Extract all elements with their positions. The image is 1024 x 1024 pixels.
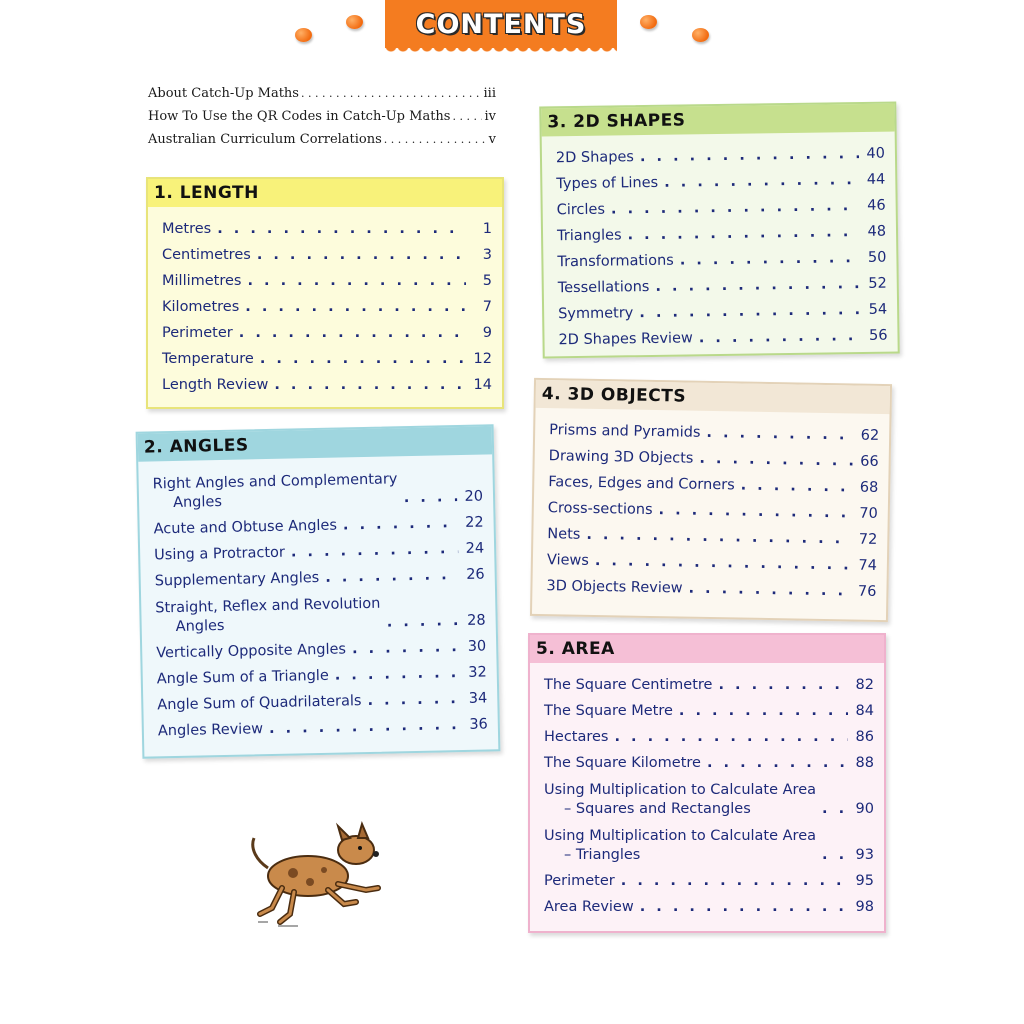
entry-title: Nets <box>547 526 581 543</box>
entry-title-line1: Using Multiplication to Calculate Area <box>544 828 817 844</box>
section-heading: 4. 3D OBJECTS <box>536 380 890 414</box>
toc-entry[interactable] <box>544 669 874 695</box>
toc-entry[interactable] <box>544 891 874 917</box>
section-entries <box>530 663 884 923</box>
intro-item-title: Australian Curriculum Correlations <box>148 132 382 147</box>
dot-leader <box>352 638 461 659</box>
dot-leader <box>269 716 462 739</box>
toc-entry[interactable] <box>558 268 887 299</box>
entry-title-line2: – Triangles <box>564 847 641 863</box>
entry-title: Length Review <box>162 377 269 393</box>
toc-entry[interactable] <box>544 865 874 891</box>
entry-page: 14 <box>473 377 492 393</box>
toc-entry[interactable] <box>557 216 886 247</box>
dot-leader <box>404 488 458 508</box>
dot-leader <box>615 728 849 747</box>
entry-page: 84 <box>855 703 874 719</box>
dot-leader <box>384 132 487 147</box>
entry-title: Hectares <box>544 729 609 745</box>
dot-leader <box>658 501 852 523</box>
toc-entry[interactable] <box>162 369 492 395</box>
entry-title: Using a Protractor <box>154 544 286 564</box>
intro-item-page: iii <box>483 86 496 101</box>
entry-page: 7 <box>482 299 492 315</box>
section-area <box>528 633 886 933</box>
dot-leader <box>217 220 466 239</box>
section-heading: 5. AREA <box>530 635 884 663</box>
entry-title <box>155 595 381 638</box>
entry-page: 28 <box>467 612 486 629</box>
dot-leader <box>260 350 466 369</box>
dot-leader <box>239 324 466 343</box>
entry-title: Perimeter <box>544 873 615 889</box>
section-2d-shapes <box>539 102 899 359</box>
entry-title: Metres <box>162 221 212 237</box>
section-entries <box>532 408 889 608</box>
toc-entry[interactable] <box>557 242 886 273</box>
entry-page: 22 <box>464 514 484 531</box>
section-heading: 2. ANGLES <box>138 426 493 461</box>
entry-title: Kilometres <box>162 299 240 315</box>
dot-leader <box>301 86 482 101</box>
entry-title: 2D Shapes Review <box>558 330 693 349</box>
entry-page: 90 <box>855 801 874 817</box>
toc-entry[interactable] <box>162 343 492 369</box>
entry-title-line2: Angles <box>175 617 225 635</box>
entry-title: Perimeter <box>162 325 233 341</box>
entry-title-line1: Straight, Reflex and Revolution <box>155 595 381 617</box>
dot-leader <box>335 664 461 686</box>
dot-leader <box>680 249 861 271</box>
entry-page: 3 <box>482 247 492 263</box>
entry-page: 48 <box>867 223 887 240</box>
intro-item[interactable] <box>148 109 496 132</box>
entry-title: The Square Centimetre <box>544 677 713 693</box>
intro-item-page: v <box>488 132 496 147</box>
dot-leader <box>741 477 853 498</box>
toc-entry[interactable] <box>162 239 492 265</box>
intro-item-title: About Catch-Up Maths <box>148 86 299 101</box>
entry-title: Area Review <box>544 899 634 915</box>
entry-title: Faces, Edges and Corners <box>548 474 735 494</box>
section-length <box>146 177 504 409</box>
entry-title: Centimetres <box>162 247 251 263</box>
entry-title: Vertically Opposite Angles <box>156 641 347 662</box>
entry-title: Millimetres <box>162 273 242 289</box>
entry-page: 76 <box>857 583 877 600</box>
toc-entry[interactable] <box>544 819 874 865</box>
toc-entry[interactable] <box>544 695 874 721</box>
section-entries <box>148 207 502 401</box>
dot-leader <box>699 327 862 348</box>
dot-leader <box>664 171 859 193</box>
toc-entry[interactable] <box>162 317 492 343</box>
entry-title: Drawing 3D Objects <box>548 448 694 467</box>
entry-page: 36 <box>469 716 488 733</box>
entry-title: Types of Lines <box>556 174 659 193</box>
dot-leader <box>325 566 459 588</box>
dot-leader <box>387 612 460 633</box>
entry-page: 93 <box>855 847 874 863</box>
intro-item[interactable] <box>148 86 496 109</box>
dot-leader <box>822 800 848 819</box>
toc-entry[interactable] <box>558 320 887 351</box>
entry-page: 98 <box>855 899 874 915</box>
entry-page: 70 <box>859 505 878 522</box>
entry-page: 46 <box>867 197 886 214</box>
entry-page: 24 <box>465 540 485 557</box>
entry-page: 52 <box>868 275 887 292</box>
toc-entry[interactable] <box>556 138 885 169</box>
toc-entry[interactable] <box>544 773 874 819</box>
entry-title <box>544 781 816 819</box>
entry-page: 20 <box>464 488 484 505</box>
toc-entry[interactable] <box>544 747 874 773</box>
section-3d-objects <box>530 378 892 622</box>
dot-leader <box>718 676 848 695</box>
entry-title: The Square Metre <box>544 703 673 719</box>
section-entries <box>542 132 898 357</box>
dot-leader <box>621 872 848 891</box>
dot-leader <box>452 109 482 124</box>
entry-page: 86 <box>855 729 874 745</box>
page-title: CONTENTS <box>415 8 587 40</box>
dot-leader <box>688 580 850 602</box>
decorative-dot <box>692 28 709 42</box>
entry-title-line1: Right Angles and Complementary <box>152 471 398 493</box>
entry-title <box>544 827 816 865</box>
entry-page: 1 <box>482 221 492 237</box>
entry-title: Symmetry <box>558 305 634 323</box>
entry-title: The Square Kilometre <box>544 755 701 771</box>
section-angles <box>136 424 501 758</box>
dot-leader <box>707 754 848 773</box>
decorative-dot <box>346 15 363 29</box>
section-heading: 1. LENGTH <box>148 179 502 207</box>
intro-item-page: iv <box>484 109 496 124</box>
toc-entry[interactable] <box>162 213 492 239</box>
dot-leader <box>679 702 848 721</box>
entry-title: Angle Sum of Quadrilaterals <box>157 693 362 714</box>
running-dog-illustration <box>238 818 398 933</box>
dot-leader <box>247 272 466 291</box>
dot-leader <box>822 846 848 865</box>
dot-leader <box>274 376 466 395</box>
toc-entry[interactable] <box>558 294 887 325</box>
entry-title: Cross-sections <box>547 500 653 518</box>
entry-title: 3D Objects Review <box>546 578 683 597</box>
entry-page: 50 <box>867 249 887 266</box>
entry-title: 2D Shapes <box>555 149 635 167</box>
entry-page: 32 <box>468 664 487 681</box>
entry-page: 82 <box>855 677 874 693</box>
dot-leader <box>706 424 853 446</box>
dot-leader <box>640 145 859 167</box>
dot-leader <box>627 223 860 245</box>
section-heading: 3. 2D SHAPES <box>541 104 894 137</box>
toc-entry[interactable] <box>162 265 492 291</box>
section-entries <box>138 454 498 747</box>
dot-leader <box>611 197 860 219</box>
toc-entry[interactable] <box>556 190 885 221</box>
entry-page: 66 <box>860 453 879 470</box>
entry-page: 95 <box>855 873 874 889</box>
dot-leader <box>699 450 853 472</box>
dot-leader <box>291 540 459 562</box>
dot-leader <box>655 275 861 297</box>
entry-title: Acute and Obtuse Angles <box>153 517 338 538</box>
decorative-dot <box>640 15 657 29</box>
entry-page: 62 <box>860 427 880 444</box>
intro-item[interactable] <box>148 132 496 155</box>
entry-page: 88 <box>855 755 874 771</box>
entry-page: 44 <box>866 171 886 188</box>
entry-page: 74 <box>858 557 878 574</box>
entry-page: 40 <box>866 145 886 162</box>
toc-entry[interactable] <box>152 461 483 514</box>
entry-page: 12 <box>473 351 492 367</box>
entry-title: Temperature <box>162 351 254 367</box>
entry-page: 54 <box>868 301 888 318</box>
entry-title-line2: – Squares and Rectangles <box>564 801 751 817</box>
dot-leader <box>639 301 861 323</box>
entry-page: 9 <box>482 325 492 341</box>
entry-page: 56 <box>868 327 888 344</box>
toc-entry[interactable] <box>556 164 885 195</box>
entry-page: 26 <box>466 566 485 583</box>
entry-title: Angles Review <box>157 721 264 740</box>
entry-page: 68 <box>859 479 879 496</box>
toc-entry[interactable] <box>162 291 492 317</box>
entry-title: Prisms and Pyramids <box>549 422 701 441</box>
entry-title: Supplementary Angles <box>154 569 320 590</box>
decorative-dot <box>295 28 312 42</box>
entry-title: Transformations <box>557 252 674 271</box>
toc-entry[interactable] <box>544 721 874 747</box>
dot-leader <box>640 898 848 917</box>
dot-leader <box>343 514 458 535</box>
contents-banner <box>385 0 617 48</box>
dot-leader <box>245 298 466 317</box>
dot-leader <box>257 246 466 265</box>
entry-page: 72 <box>858 531 878 548</box>
entry-page: 34 <box>468 690 488 707</box>
entry-title: Circles <box>556 201 606 219</box>
entry-title-line2: Angles <box>172 493 223 512</box>
entry-title: Triangles <box>556 227 622 245</box>
intro-item-title: How To Use the QR Codes in Catch-Up Maths <box>148 109 451 124</box>
dot-leader <box>367 690 461 711</box>
entry-title-line1: Using Multiplication to Calculate Area <box>544 782 817 798</box>
entry-page: 30 <box>467 638 487 655</box>
entry-title: Views <box>546 552 590 569</box>
entry-title <box>153 470 398 513</box>
entry-title: Tessellations <box>557 278 650 297</box>
toc-entry[interactable] <box>155 585 486 638</box>
entry-title: Angle Sum of a Triangle <box>156 667 329 688</box>
entry-page: 5 <box>482 273 492 289</box>
intro-list <box>148 86 496 155</box>
